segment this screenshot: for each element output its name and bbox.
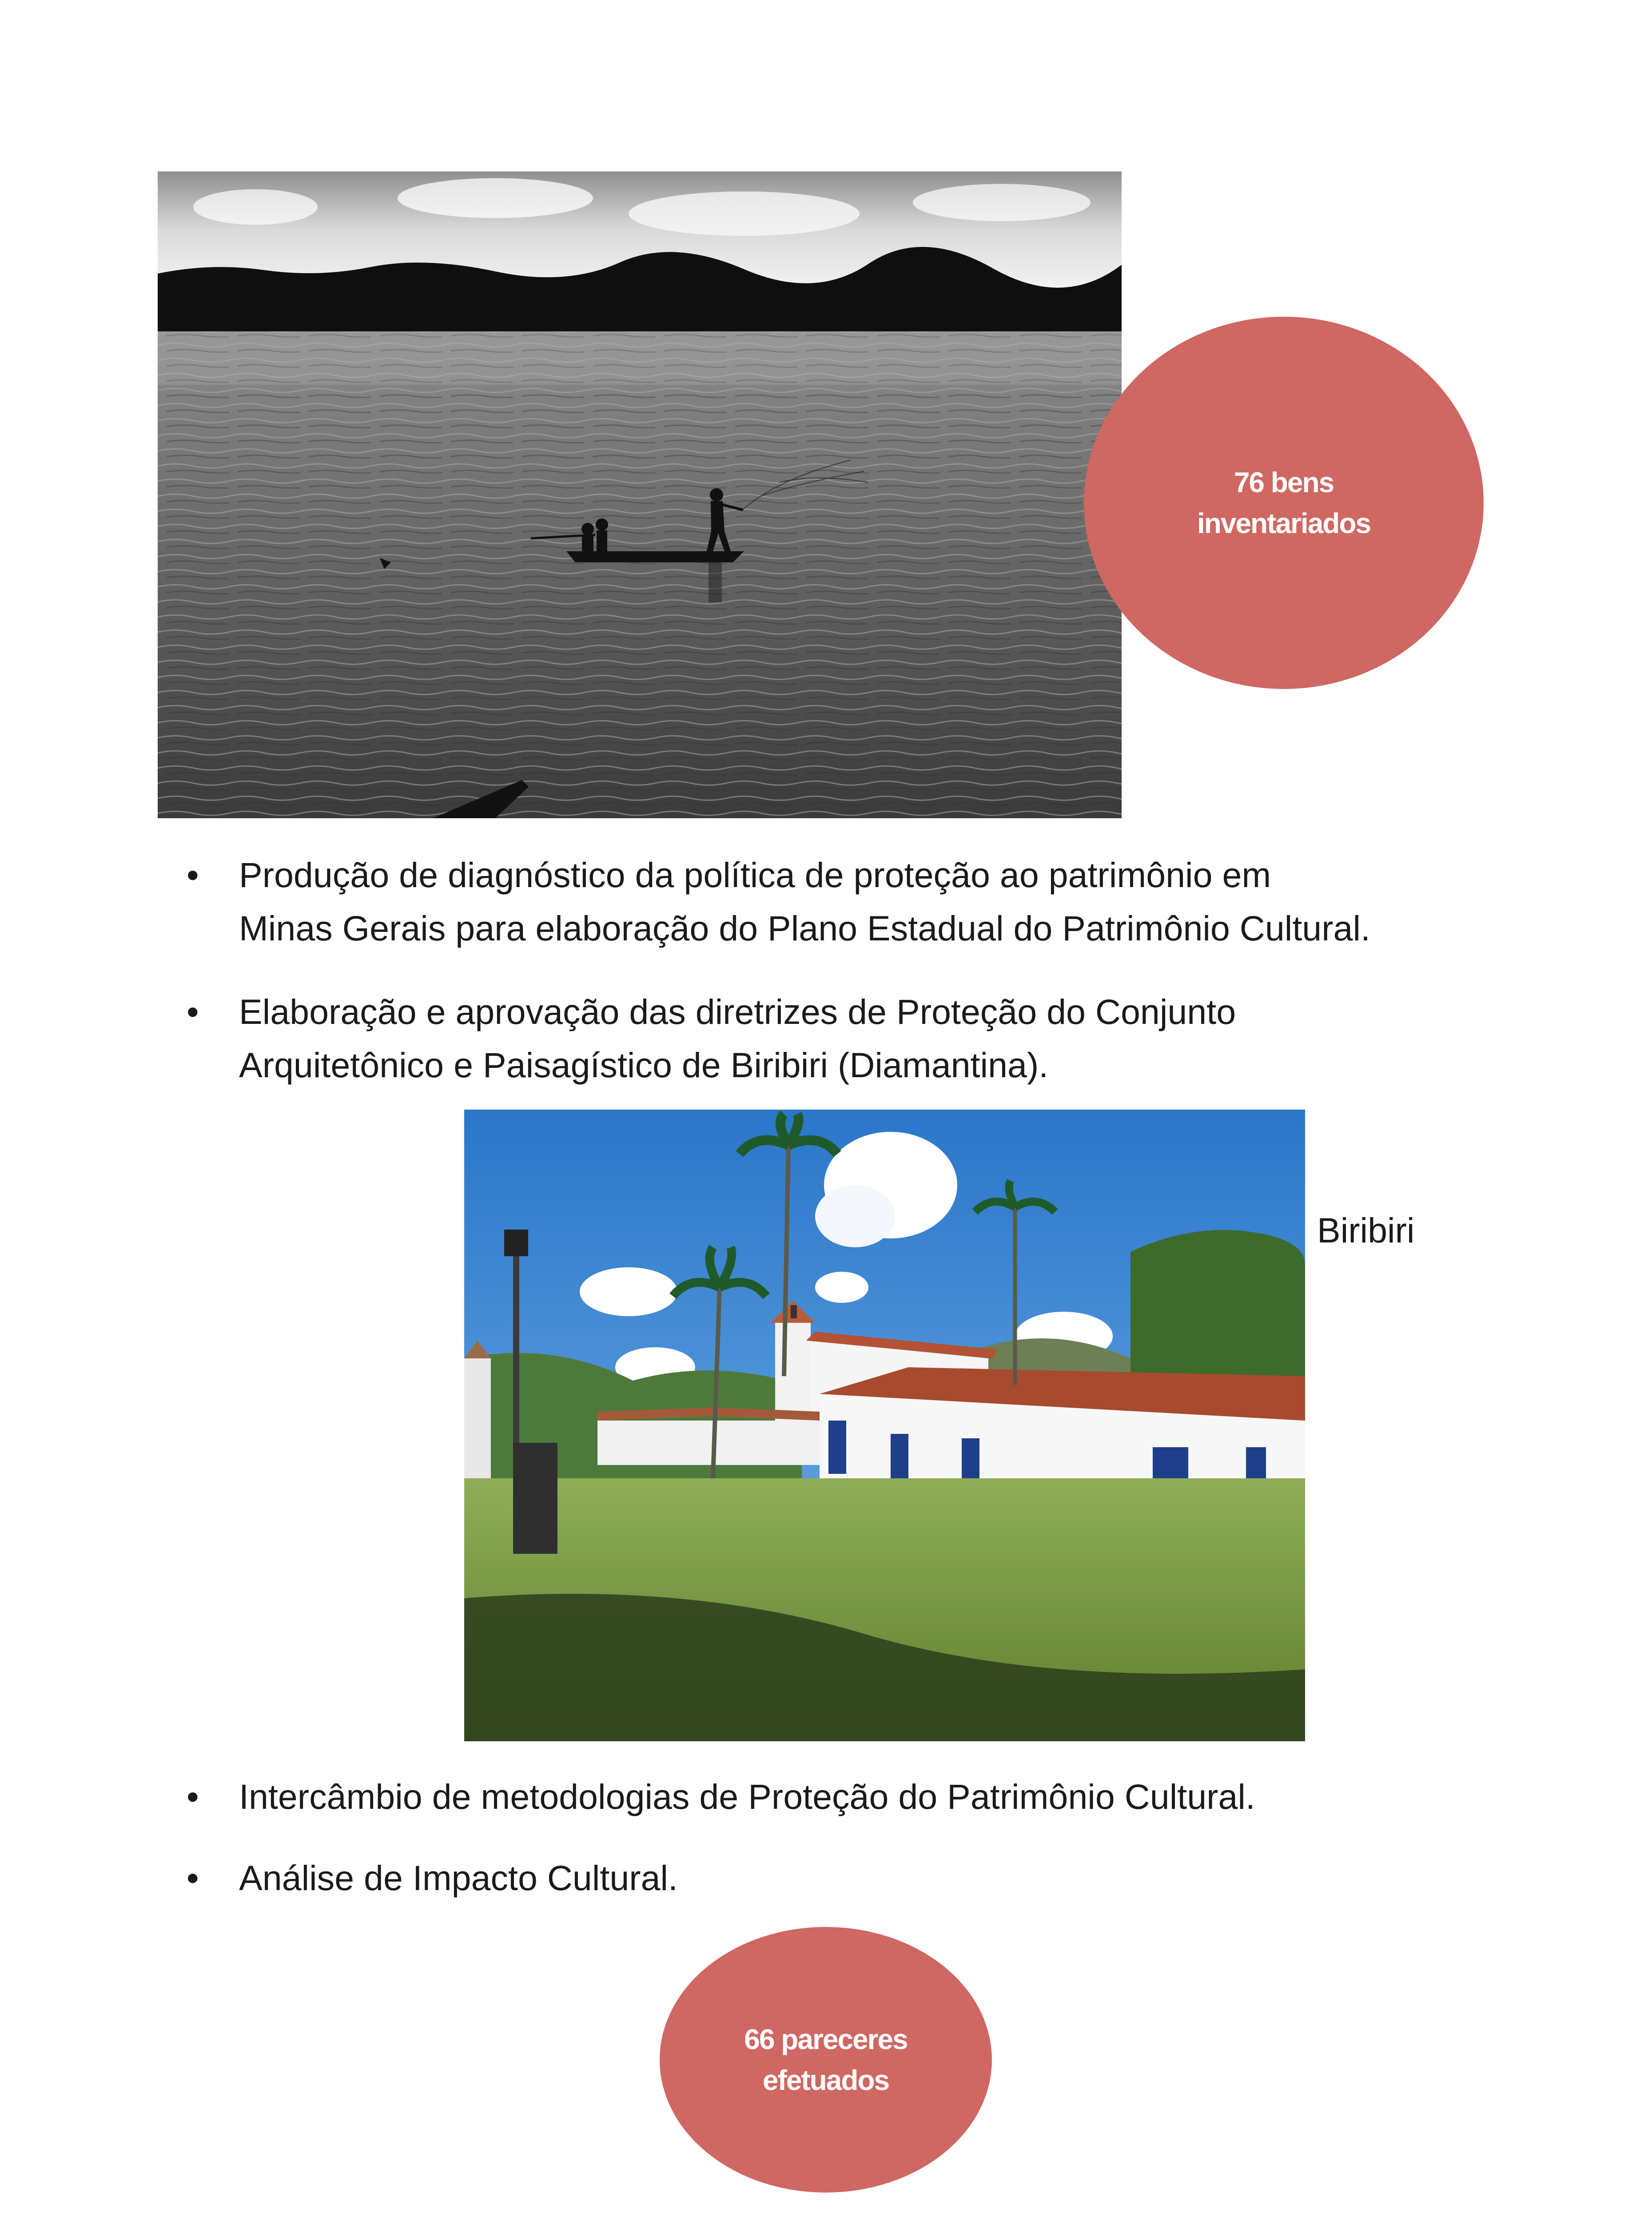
- bullet-marker: •: [187, 992, 199, 1031]
- bullet-marker: •: [187, 855, 199, 895]
- bullet-line: Arquitetônico e Paisagístico de Biribiri (Diamantina).: [239, 1045, 1049, 1085]
- photo-caption: Biribiri: [1317, 1210, 1415, 1250]
- bullet-marker: •: [187, 1777, 199, 1816]
- stat-value: 66 pareceres: [744, 2023, 908, 2055]
- stat-circle-inventoried: [1084, 317, 1484, 689]
- bullet-line: Elaboração e aprovação das diretrizes de Proteção do Conjunto: [239, 992, 1236, 1031]
- bullet-line: Intercâmbio de metodologias de Proteção do Patrimônio Cultural.: [239, 1777, 1255, 1816]
- stat-value: 76 bens: [1234, 466, 1334, 498]
- biribiri-village-photo: [464, 1110, 1305, 1741]
- stat-circle-reports: [660, 1927, 992, 2193]
- bullet-marker: •: [187, 1858, 199, 1898]
- stat-label: efetuados: [762, 2064, 889, 2096]
- bullet-line: Minas Gerais para elaboração do Plano Estadual do Patrimônio Cultural.: [239, 908, 1370, 948]
- stat-label: inventariados: [1197, 507, 1371, 539]
- river-fishermen-photo: [158, 171, 1122, 818]
- bullet-line: Análise de Impacto Cultural.: [239, 1858, 678, 1898]
- bullet-line: Produção de diagnóstico da política de proteção ao patrimônio em: [239, 855, 1271, 895]
